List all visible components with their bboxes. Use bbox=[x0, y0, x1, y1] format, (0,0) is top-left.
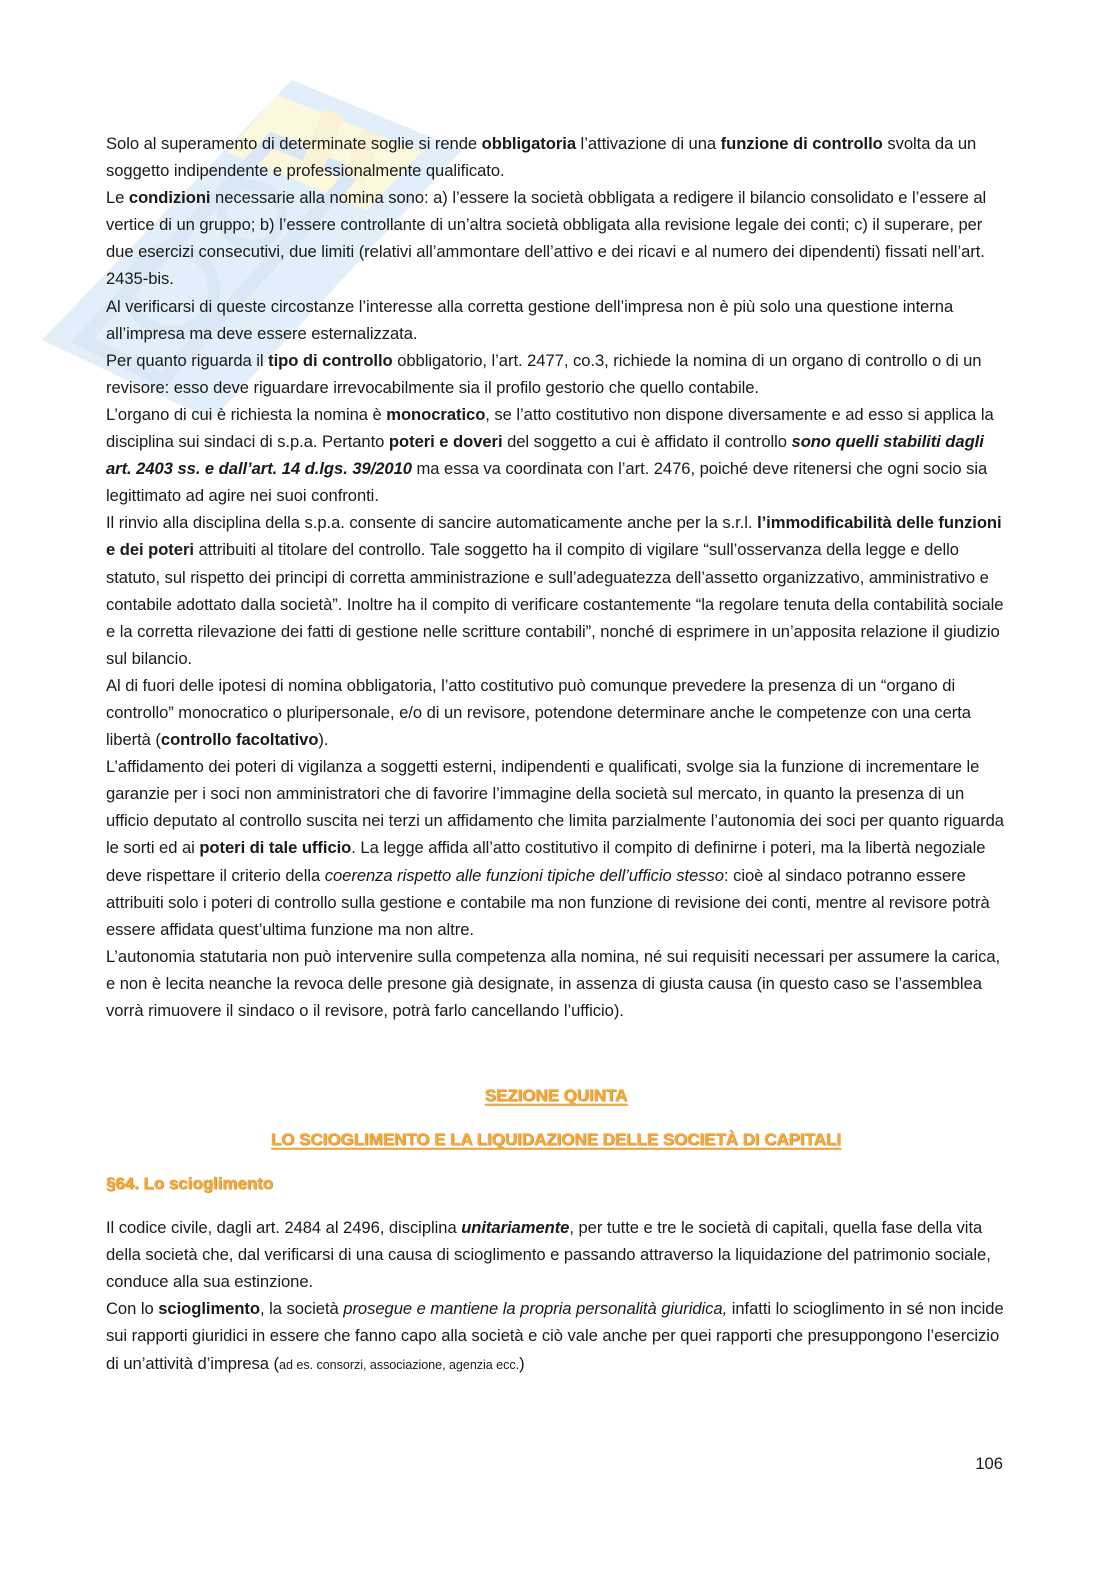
text-run: obbligatoria bbox=[481, 134, 576, 153]
paragraph bbox=[106, 184, 1006, 292]
text-run: sono quelli stabiliti dagli art. 2403 ss. e dall’art. 14 d.lgs. 39/2010 bbox=[106, 432, 984, 479]
text-run: monocratico bbox=[386, 404, 486, 424]
text-run: Le bbox=[106, 188, 129, 208]
text-run: scioglimento bbox=[158, 1299, 260, 1319]
document-body bbox=[106, 130, 1006, 1379]
text-run: poteri e doveri bbox=[388, 432, 503, 452]
text-run: L’autonomia statutaria non può intervenire sulla competenza alla nomina, né sui requisiti necessari per assumere la carica, e non è lecita neanche la revoca delle presone già designate, in assenza di giusta causa (in questo caso se l’assemblea vorrà rimuovere il sindaco o il revisore, potrà farlo cancellando l’ufficio). bbox=[106, 946, 1001, 1020]
paragraph bbox=[106, 401, 1006, 509]
text-run: Con lo bbox=[106, 1299, 159, 1319]
text-run: coerenza rispetto alle funzioni tipiche dell’ufficio stesso bbox=[324, 865, 724, 885]
text-run: attribuiti al titolare del controllo. Tale soggetto ha il compito di vigilare “sull’osservanza della legge e dello statuto, sul rispetto dei principi di corretta amministrazione e sull’adeguatezza dell’assetto organizzativo, amministrativo e contabile adottato dalla società”. Inoltre ha il compito di verificare costantemente “la regolare tenuta della contabilità sociale e la corretta rilevazione dei fatti di gestione nelle scritture contabili”, nonché di esprimere in un’apposita relazione il giudizio sul bilancio. bbox=[106, 540, 1004, 668]
text-run: , la società bbox=[259, 1299, 344, 1319]
text-run: ). bbox=[318, 730, 329, 750]
text-run: ) bbox=[519, 1353, 525, 1373]
text-run: , se l’atto costitutivo non dispone diversamente e ad esso si applica la disciplina sui sindaci di s.p.a. Pertanto bbox=[106, 404, 994, 452]
text-run: Il rinvio alla disciplina della s.p.a. consente di sancire automaticamente anche per la s.r.l. bbox=[106, 513, 758, 533]
text-run: Il codice civile, dagli art. 2484 al 2496, disciplina bbox=[106, 1218, 462, 1238]
text-run: L’affidamento dei poteri di vigilanza a soggetti esterni, indipendenti e qualificati, svolge sia la funzione di incrementare le garanzie per i soci non amministratori che di favorire l’immagine della società sul mercato, in quanto la presenza di un ufficio deputato al controllo suscita nei terzi un affidamento che limita parzialmente l’autonomia dei soci per quanto riguarda le sorti ed ai bbox=[106, 757, 1004, 858]
text-run: ma essa va coordinata con l’art. 2476, poiché deve ritenersi che ogni socio sia legittimato ad agire nei suoi confronti. bbox=[106, 459, 988, 506]
text-run: prosegue e mantiene la propria personalità giuridica, bbox=[343, 1299, 728, 1319]
text-run: . La legge affida all’atto costitutivo il compito di definirne i poteri, ma la libertà negoziale deve rispettare il criterio della bbox=[106, 838, 986, 885]
text-run: controllo facoltativo bbox=[160, 730, 319, 750]
text-run: : cioè al sindaco potranno essere attribuiti solo i poteri di controllo sulla gestione e contabile ma non funzione di revisione dei conti, mentre al revisore potrà essere affidata quest’ultima funzione ma non altre. bbox=[106, 865, 990, 939]
section-title: SEZIONE QUINTA bbox=[484, 1086, 628, 1106]
text-run: ad es. consorzi, associazione, agenzia ecc. bbox=[279, 1357, 520, 1372]
section-subtitle: LO SCIOGLIMENTO E LA LIQUIDAZIONE DELLE SOCIETÀ DI CAPITALI bbox=[270, 1130, 842, 1150]
text-run: Al verificarsi di queste circostanze l’interesse alla corretta gestione dell’impresa non è più solo una questione interna all’impresa ma deve essere esternalizzata. bbox=[106, 296, 954, 343]
text-run: svolta da un soggetto indipendente e professionalmente qualificato. bbox=[106, 134, 977, 181]
text-run: Al di fuori delle ipotesi di nomina obbligatoria, l’atto costitutivo può comunque prevedere la presenza di un “organo di controllo” monocratico o pluripersonale, e/o di un revisore, potendone determinare anche le competenze con una certa libertà ( bbox=[106, 675, 971, 750]
paragraph-group-scioglimento bbox=[106, 1214, 1006, 1379]
text-run: l’attivazione di una bbox=[576, 134, 721, 153]
text-run: infatti lo scioglimento in sé non incide sui rapporti giuridici in essere che fanno capo alla società e ciò vale anche per quei rapporti che presuppongono l’esercizio di un’attività d’impresa ( bbox=[106, 1299, 1004, 1373]
text-run: condizioni bbox=[128, 188, 211, 208]
paragraph bbox=[106, 753, 1006, 943]
paragraph bbox=[106, 943, 1006, 1024]
paragraph bbox=[106, 1295, 1006, 1378]
text-run: funzione di controllo bbox=[720, 134, 883, 153]
page-number: 106 bbox=[975, 1454, 1003, 1473]
paragraph bbox=[106, 130, 1006, 184]
paragraph bbox=[106, 347, 1006, 401]
paragraph bbox=[106, 509, 1006, 672]
text-run: obbligatorio, l’art. 2477, co.3, richiede la nomina di un organo di controllo o di un revisore: esso deve riguardare irrevocabilmente sia il profilo gestorio che quello contabile. bbox=[106, 350, 982, 397]
text-run: Per quanto riguarda il bbox=[106, 350, 269, 370]
paragraph bbox=[106, 672, 1006, 753]
paragraph bbox=[106, 1214, 1006, 1295]
text-run: unitariamente bbox=[461, 1218, 570, 1238]
text-run: Solo al superamento di determinate soglie si rende bbox=[106, 134, 482, 153]
text-run: necessarie alla nomina sono: a) l’essere la società obbligata a redigere il bilancio consolidato e l’essere al vertice di un gruppo; b) l’essere controllante di un’altra società obbligata alla revisione legale dei conti; c) il superare, per due esercizi consecutivi, due limiti (relativi all’ammontare dell’attivo e dei ricavi e al numero dei dipendenti) fissati nell’art. 2435-bis. bbox=[106, 188, 987, 289]
text-run: del soggetto a cui è affidato il controllo bbox=[502, 432, 792, 452]
text-run: , per tutte e tre le società di capitali, quella fase della vita della società che, dal verificarsi di una causa di scioglimento e passando attraverso la liquidazione del patrimonio sociale, conduce alla sua estinzione. bbox=[106, 1218, 991, 1292]
text-run: tipo di controllo bbox=[268, 350, 393, 370]
paragraph-group-controllo bbox=[106, 130, 1006, 1024]
paragraph bbox=[106, 293, 1006, 347]
text-run: L’organo di cui è richiesta la nomina è bbox=[106, 404, 387, 424]
paragraph-heading: §64. Lo scioglimento bbox=[106, 1174, 274, 1194]
text-run: poteri di tale ufficio bbox=[199, 838, 352, 858]
text-run: l’immodificabilità delle funzioni e dei poteri bbox=[106, 513, 1002, 560]
